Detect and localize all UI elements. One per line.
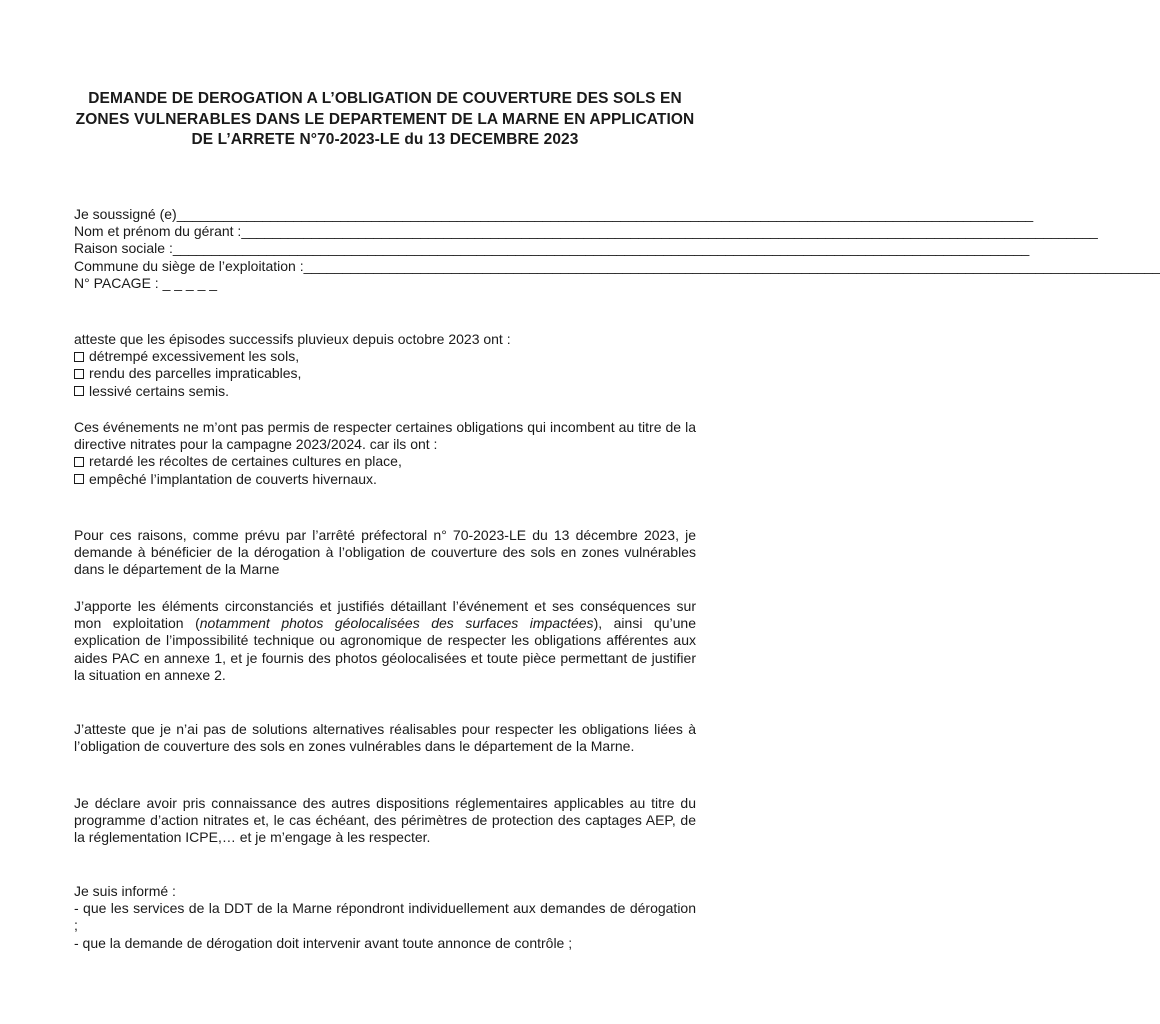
field-soussigne[interactable] [74, 206, 1034, 223]
field-soussigne-blank[interactable]: ______________________________________________________________________________________________________________ [176, 206, 1034, 222]
field-nom-gerant-blank[interactable]: ______________________________________________________________________________________________________________ [241, 223, 1098, 240]
checkbox-detrempe[interactable] [74, 348, 696, 365]
apporte-text-start: J’apporte les éléments circonstanciés et justifiés détaillant l’événement et ses conséquences sur mon exploitation ( [74, 598, 696, 632]
paragraph-raisons: Pour ces raisons, comme prévu par l’arrêté préfectoral n° 70-2023-LE du 13 décembre 2023, je demande à bénéficier de la dérogation à l’obligation de couverture des sols en zones vulnérables dans le département de la Marne [74, 527, 696, 578]
field-nom-gerant[interactable] [74, 223, 1098, 240]
checkbox-icon[interactable] [74, 474, 84, 484]
evenements-text: Ces événements ne m’ont pas permis de respecter certaines obligations qui incombent au titre de la directive nitrates pour la campagne 2023/2024. car ils ont : [74, 419, 696, 453]
informe-item: - que la demande de dérogation doit intervenir avant toute annonce de contrôle ; [74, 934, 573, 951]
informe-intro: Je suis informé : [74, 883, 176, 899]
field-soussigne-label: Je soussigné (e) [74, 206, 177, 222]
checkbox-empeche[interactable] [74, 471, 696, 488]
apporte-text-end: ), ainsi qu’une explication de l’impossibilité technique ou agronomique de respecter les obligations afférentes aux aides PAC en annexe 1, et je fournis des photos géolocalisées et toute pièce permettant de justifier la situation en annexe 2. [74, 615, 696, 683]
informe-section [74, 883, 696, 952]
checkbox-label: empêché l’implantation de couverts hivernaux. [89, 470, 377, 487]
field-commune-label: Commune du siège de l’exploitation : [74, 257, 304, 274]
paragraph-declare: Je déclare avoir pris connaissance des autres dispositions réglementaires applicables au titre du programme d’action nitrates et, le cas échéant, des périmètres de protection des captages AEP, de la réglementation ICPE,… et je m’engage à les respecter. [74, 795, 696, 846]
checkbox-label: rendu des parcelles impraticables, [89, 365, 302, 382]
checkbox-icon[interactable] [74, 457, 84, 467]
field-raison-sociale-label: Raison sociale : [74, 240, 173, 257]
checkbox-icon[interactable] [74, 386, 84, 396]
field-pacage[interactable]: N° PACAGE : _ _ _ _ _ [74, 274, 218, 291]
apporte-text-italic: notamment photos géolocalisées des surfaces impactées [199, 615, 594, 632]
paragraph-apporte [74, 598, 696, 684]
checkbox-impraticables[interactable] [74, 365, 696, 382]
checkbox-icon[interactable] [74, 369, 84, 379]
atteste-intro: atteste que les épisodes successifs pluvieux depuis octobre 2023 ont : [74, 331, 511, 347]
paragraph-alternatives: J’atteste que je n’ai pas de solutions alternatives réalisables pour respecter les obligations liées à l’obligation de couverture des sols en zones vulnérables dans le département de la Marne. [74, 721, 696, 755]
checkbox-lessive[interactable] [74, 383, 696, 400]
checkbox-label: retardé les récoltes de certaines cultures en place, [89, 453, 402, 470]
document-title: DEMANDE DE DEROGATION A L’OBLIGATION DE COUVERTURE DES SOLS EN ZONES VULNERABLES DANS LE DEPARTEMENT DE LA MARNE EN APPLICATION DE L’ARRETE N°70-2023-LE du 13 DECEMBRE 2023 [75, 90, 695, 148]
field-nom-gerant-label: Nom et prénom du gérant : [74, 223, 242, 240]
field-commune[interactable] [74, 257, 1160, 275]
checkbox-retarde[interactable] [74, 453, 696, 470]
identification-fields [74, 206, 1160, 292]
informe-item: - que les services de la DDT de la Marne répondront individuellement aux demandes de dérogation ; [74, 900, 696, 934]
checkbox-icon[interactable] [74, 352, 84, 362]
evenements-section [74, 419, 696, 488]
checkbox-label: détrempé excessivement les sols, [89, 348, 300, 365]
field-raison-sociale[interactable] [74, 240, 1030, 257]
field-raison-sociale-blank[interactable]: ______________________________________________________________________________________________________________ [172, 240, 1030, 257]
atteste-section [74, 331, 696, 400]
field-commune-blank[interactable]: ______________________________________________________________________________________________________________ [303, 257, 1160, 274]
checkbox-label: lessivé certains semis. [89, 382, 230, 399]
